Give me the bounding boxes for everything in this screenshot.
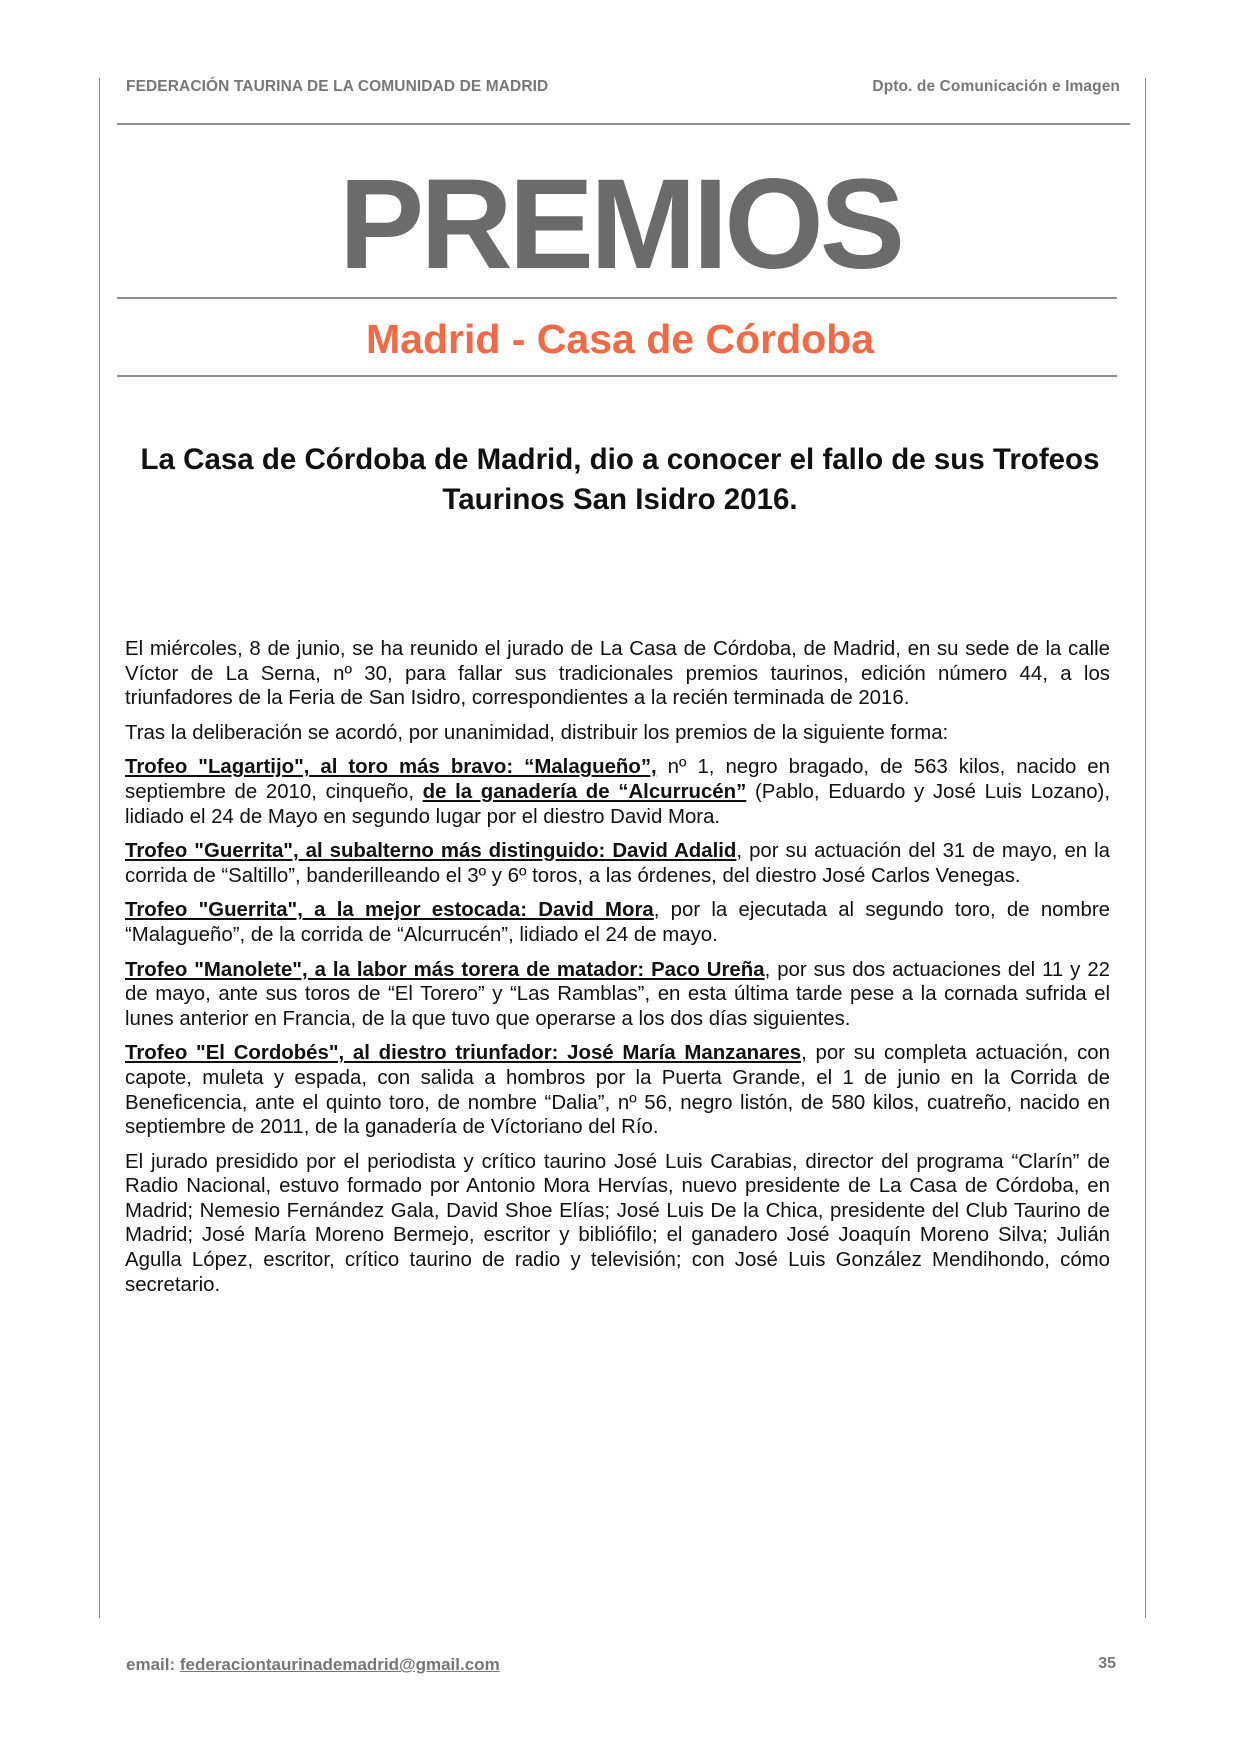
award-guerrita-subalterno-title: Trofeo "Guerrita", al subalterno más distinguido: David Adalid bbox=[125, 840, 737, 863]
award-lagartijo-ganaderia: de la ganadería de “Alcurrucén” bbox=[422, 780, 747, 803]
intro-paragraph: El miércoles, 8 de junio, se ha reunido el jurado de La Casa de Córdoba, de Madrid, en su sede de la calle Víctor de La Serna, nº 30, para fallar sus tradicionales premios taurinos, edición número 44, a los triunfadores de la Feria de San Isidro, correspondientes a la recién terminada de 2016. bbox=[125, 638, 1110, 710]
right-margin-line bbox=[1145, 78, 1146, 1618]
award-lagartijo bbox=[125, 755, 1110, 829]
award-cordobes-text: , por su completa actuación, con capote, muleta y espada, con salida a hombros por la Puerta Grande, el 1 de junio en la Corrida de Beneficencia, ante el quinto toro, de nombre “Dalia”, nº 56, negro listón, de 580 kilos, cuatreño, nacido en septiembre de 2011, de la ganadería de Víctoriano del Río. bbox=[125, 1042, 1110, 1139]
page-subtitle: Madrid - Casa de Córdoba bbox=[365, 316, 874, 362]
left-margin-line bbox=[99, 78, 100, 1618]
award-guerrita-subalterno bbox=[125, 839, 1110, 888]
article-body bbox=[125, 637, 1110, 1307]
footer-email-label: email: bbox=[126, 1655, 180, 1674]
award-guerrita-estocada-text: , por la ejecutada al segundo toro, de nombre “Malagueño”, de la corrida de “Alcurrucén”, lidiado el 24 de mayo. bbox=[125, 899, 1110, 946]
award-lagartijo-text-a: nº 1, negro bragado, de 563 kilos, nacido en septiembre de 2010, cinqueño, bbox=[125, 756, 1110, 803]
award-cordobes bbox=[125, 1041, 1110, 1139]
title-divider-top bbox=[117, 297, 1117, 299]
page-number: 35 bbox=[1098, 1655, 1116, 1672]
jury-paragraph: El jurado presidido por el periodista y crítico taurino José Luis Carabias, director del programa “Clarín” de Radio Nacional, estuvo formado por Antonio Mora Hervías, nuevo presidente de La Casa de Córdoba, en Madrid; Nemesio Fernández Gala, David Shoe Elías; José Luis De la Chica, presidente del Club Taurino de Madrid; José María Moreno Bermejo, escritor y bibliófilo; el ganadero José Joaquín Moreno Silva; Julián Agulla López, escritor, crítico taurino de radio y televisión; con José Luis González Mendihondo, cómo secretario. bbox=[125, 1150, 1110, 1296]
article-headline: La Casa de Córdoba de Madrid, dio a conocer el fallo de sus Trofeos Taurinos San Isidro 2016. bbox=[140, 443, 1100, 516]
award-guerrita-subalterno-text: , por su actuación del 31 de mayo, en la corrida de “Saltillo”, banderilleando el 3º y 6º toros, a las órdenes, del diestro José Carlos Venegas. bbox=[125, 840, 1110, 887]
header-department: Dpto. de Comunicación e Imagen bbox=[872, 78, 1120, 95]
footer-email-link[interactable]: federaciontaurinademadrid@gmail.com bbox=[179, 1655, 500, 1674]
title-divider-bottom bbox=[117, 375, 1117, 377]
footer-contact bbox=[126, 1655, 500, 1675]
header-divider bbox=[117, 123, 1130, 125]
award-manolete bbox=[125, 958, 1110, 1032]
page-title: PREMIOS bbox=[338, 153, 902, 296]
deliberation-paragraph: Tras la deliberación se acordó, por unanimidad, distribuir los premios de la siguiente forma: bbox=[125, 721, 949, 744]
award-lagartijo-text-b: (Pablo, Eduardo y José Luis Lozano), lidiado el 24 de Mayo en segundo lugar por el diestro David Mora. bbox=[125, 780, 1111, 828]
award-manolete-title: Trofeo "Manolete", a la labor más torera de matador: Paco Ureña bbox=[125, 958, 765, 981]
award-guerrita-estocada bbox=[125, 898, 1110, 947]
header-organization: FEDERACIÓN TAURINA DE LA COMUNIDAD DE MADRID bbox=[126, 78, 549, 95]
award-manolete-text: , por sus dos actuaciones del 11 y 22 de mayo, ante sus toros de “El Torero” y “Las Ramblas”, en esta última tarde pese a la cornada sufrida el lunes anterior en Francia, de la que tuvo que operarse a los dos días siguientes. bbox=[125, 958, 1111, 1030]
award-lagartijo-title: Trofeo "Lagartijo", al toro más bravo: “Malagueño”, bbox=[125, 756, 657, 779]
award-guerrita-estocada-title: Trofeo "Guerrita", a la mejor estocada: David Mora bbox=[125, 899, 654, 922]
award-cordobes-title: Trofeo "El Cordobés", al diestro triunfador: José María Manzanares bbox=[125, 1042, 802, 1065]
